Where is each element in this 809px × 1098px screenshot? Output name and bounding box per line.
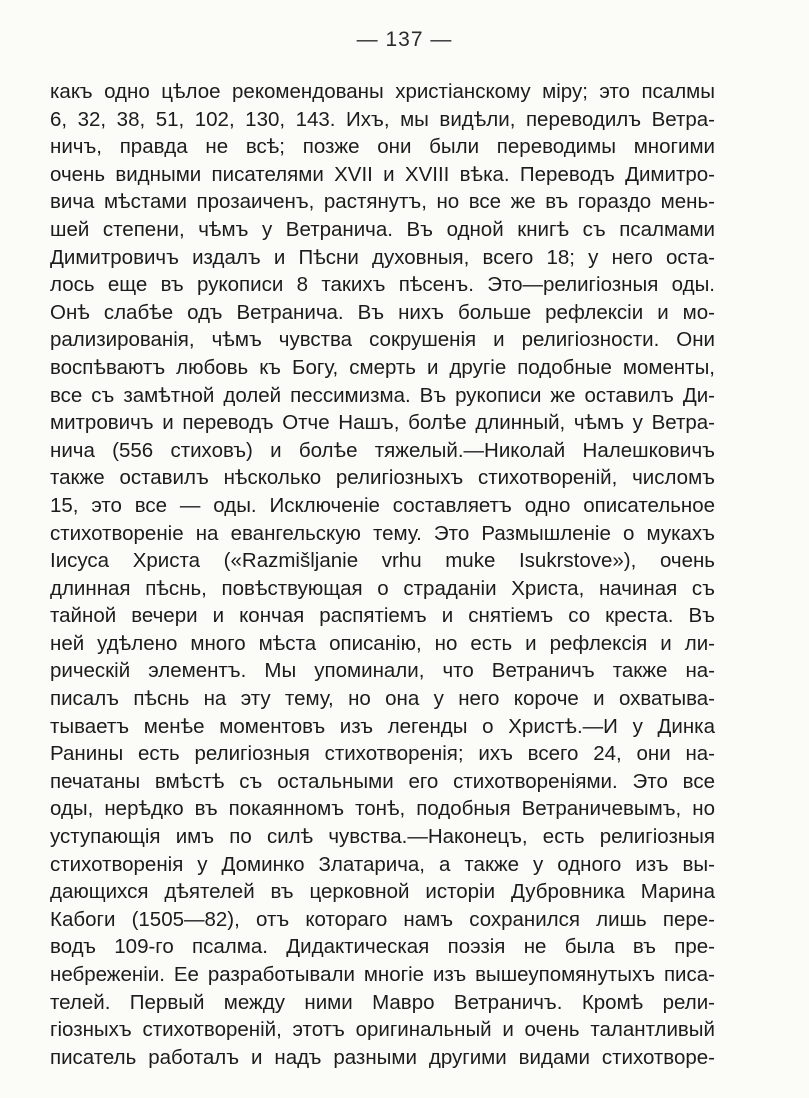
- text-line: писалъ пѣснь на эту тему, но она у него короче и охватыва-: [50, 687, 715, 711]
- text-line: уступающія имъ по силѣ чувства.—Наконецъ, есть религіозныя: [50, 825, 715, 849]
- text-line: шей степени, чѣмъ у Ветранича. Въ одной книгѣ съ псалмами: [50, 217, 715, 241]
- text-line: какъ одно цѣлое рекомендованы христіанскому міру; это псалмы: [50, 80, 715, 103]
- text-line: тайной вечери и кончая распятіемъ и снятіемъ со креста. Въ: [50, 604, 715, 628]
- text-line: водъ 109-го псалма. Дидактическая поэзія не была въ пре-: [50, 935, 715, 959]
- body-text: [50, 78, 715, 1071]
- text-line: все съ замѣтной долей пессимизма. Въ рукописи же оставилъ Ди-: [50, 383, 715, 407]
- text-line: Ранины есть религіозныя стихотворенія; ихъ всего 24, они на-: [50, 742, 715, 766]
- text-line: Димитровичъ издалъ и Пѣсни духовныя, всего 18; у него оста-: [50, 245, 715, 269]
- text-line: писатель работалъ и надъ разными другими видами стихотворе-: [50, 1045, 715, 1069]
- text-line: небреженіи. Ее разработывали многіе изъ вышеупомянутыхъ писа-: [50, 963, 715, 986]
- text-line: Іисуса Христа («Razmišljanie vrhu muke Isukrstove»), очень: [50, 549, 715, 573]
- text-line: печатаны вмѣстѣ съ остальными его стихотвореніями. Это все: [50, 769, 715, 793]
- text-line: лось еще въ рукописи 8 такихъ пѣсенъ. Это—религіозныя оды.: [50, 273, 715, 297]
- text-line: гіозныхъ стихотвореній, этотъ оригинальный и очень талантливый: [50, 1018, 715, 1042]
- page-number: — 137 —: [356, 28, 453, 51]
- text-line: вича мѣстами прозаиченъ, растянутъ, но все же въ гораздо мень-: [50, 190, 715, 214]
- text-line: митровичъ и переводъ Отче Нашъ, болѣе длинный, чѣмъ у Ветра-: [50, 411, 715, 435]
- text-line: Кабоги (1505—82), отъ котораго намъ сохранился лишь пере-: [50, 907, 715, 931]
- text-line: Онѣ слабѣе одъ Ветранича. Въ нихъ больше рефлексіи и мо-: [50, 300, 715, 324]
- text-line: также оставилъ нѣсколько религіозныхъ стихотвореній, числомъ: [50, 466, 715, 490]
- text-line: 15, это все — оды. Исключеніе составляетъ одно описательное: [50, 493, 715, 517]
- text-line: стихотвореніе на евангельскую тему. Это Размышленіе о мукахъ: [50, 521, 715, 545]
- text-line: 6, 32, 38, 51, 102, 130, 143. Ихъ, мы видѣли, переводилъ Ветра-: [50, 107, 715, 131]
- text-line: телей. Первый между ними Мавро Ветраничъ. Кромѣ рели-: [50, 990, 715, 1014]
- text-line: дающихся дѣятелей въ церковной исторіи Дубровника Марина: [50, 880, 715, 904]
- text-line: рическій элементъ. Мы упоминали, что Ветраничъ также на-: [50, 659, 715, 683]
- text-line: нича (556 стиховъ) и болѣе тяжелый.—Николай Налешковичъ: [50, 438, 715, 462]
- text-line: ничъ, правда не всѣ; позже они были переводимы многими: [50, 135, 715, 159]
- text-line: очень видными писателями XVII и XVIII вѣка. Переводъ Димитро-: [50, 162, 715, 186]
- text-line: тываетъ менѣе моментовъ изъ легенды о Христѣ.—И у Динка: [50, 714, 715, 738]
- text-line: оды, нерѣдко въ покаянномъ тонѣ, подобныя Ветраничевымъ, но: [50, 797, 715, 821]
- text-line: рализированія, чѣмъ чувства сокрушенія и религіозности. Они: [50, 328, 715, 352]
- text-line: стихотворенія у Доминко Златарича, а также у одного изъ вы-: [50, 852, 715, 876]
- text-line: воспѣваютъ любовь къ Богу, смерть и другіе подобные моменты,: [50, 355, 715, 379]
- text-line: ней удѣлено много мѣста описанію, но есть и рефлексія и ли-: [50, 631, 715, 655]
- text-line: длинная пѣснь, повѣствующая о страданіи Христа, начиная съ: [50, 576, 715, 600]
